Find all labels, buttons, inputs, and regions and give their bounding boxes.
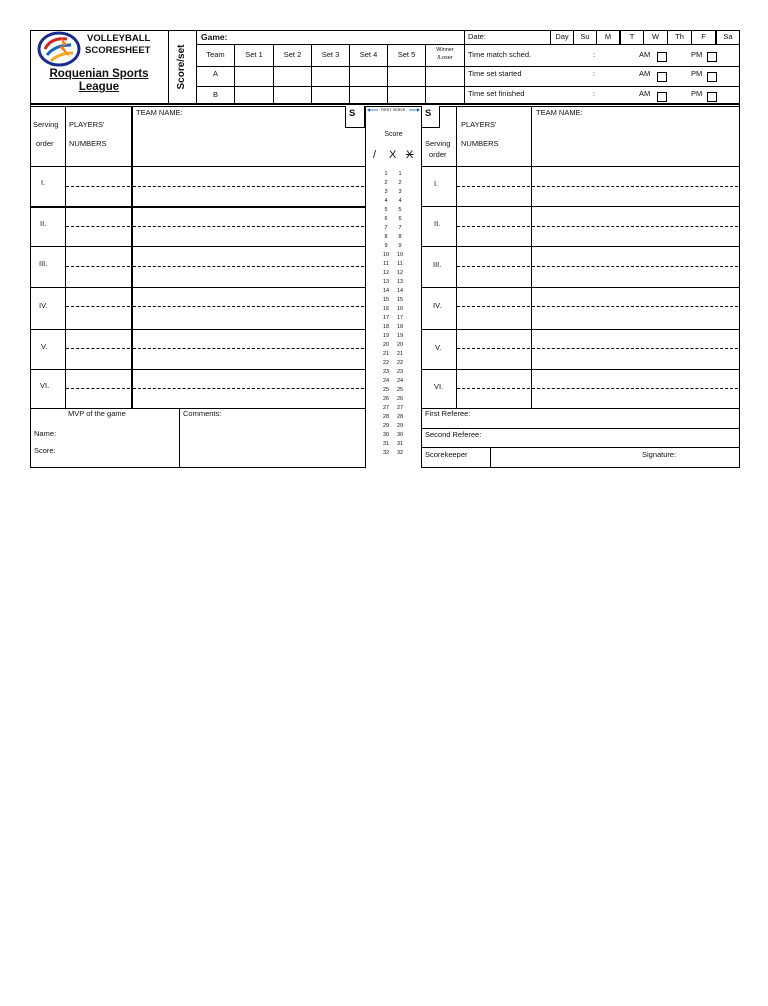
league-name-line2: League: [78, 81, 120, 93]
team-b-label: B: [213, 90, 219, 99]
score-number-left[interactable]: 7: [384, 225, 388, 231]
score-number-left[interactable]: 9: [384, 243, 388, 249]
score-set-label: Score/set: [176, 44, 187, 90]
title-line2: SCORESHEET: [85, 45, 151, 56]
score-row: [366, 441, 420, 448]
mark-x: X: [389, 149, 397, 161]
score-row: [366, 261, 420, 268]
score-number-right[interactable]: 27: [396, 405, 404, 411]
score-number-left[interactable]: 29: [382, 423, 390, 429]
score-number-left[interactable]: 24: [382, 378, 390, 384]
score-number-right[interactable]: 29: [396, 423, 404, 429]
score-number-left[interactable]: 25: [382, 387, 390, 393]
player-number-line[interactable]: [66, 348, 130, 349]
time-colon: :: [593, 89, 596, 98]
row-label-right: V.: [435, 343, 442, 352]
serving-label: Serving: [33, 120, 59, 129]
col-team: Team: [206, 50, 225, 59]
score-number-left[interactable]: 2: [384, 180, 388, 186]
numbers-label: NUMBERS: [461, 139, 499, 148]
player-number-line[interactable]: [66, 266, 130, 267]
time-colon: :: [593, 69, 596, 78]
am-label: AM: [639, 69, 651, 78]
player-name-line[interactable]: [532, 348, 738, 349]
pm-checkbox[interactable]: [707, 92, 717, 102]
mark-slash: /: [373, 149, 377, 161]
score-row: [366, 306, 420, 313]
score-label: Score: [384, 131, 403, 138]
pm-checkbox[interactable]: [707, 72, 717, 82]
mvp-score-field[interactable]: [62, 444, 176, 457]
score-number-left[interactable]: 1: [384, 171, 388, 177]
score-number-right[interactable]: 30: [396, 432, 404, 438]
team-name-input-left[interactable]: [135, 118, 363, 164]
score-number-left[interactable]: 23: [382, 369, 390, 375]
score-number-right[interactable]: 20: [396, 342, 404, 348]
col-set3: Set 3: [321, 50, 340, 59]
score-number-right[interactable]: 14: [396, 288, 404, 294]
player-number-line[interactable]: [457, 186, 530, 187]
score-row: [366, 432, 420, 439]
score-row: [366, 369, 420, 376]
score-number-left[interactable]: 12: [382, 270, 390, 276]
day-su[interactable]: Su: [580, 32, 590, 41]
score-number-right[interactable]: 25: [396, 387, 404, 393]
score-row: [366, 207, 420, 214]
score-row: [366, 450, 420, 457]
score-number-left[interactable]: 15: [382, 297, 390, 303]
row-label-right: II.: [434, 219, 441, 228]
day-m[interactable]: M: [604, 32, 612, 41]
row-label-right: III.: [433, 260, 442, 269]
am-checkbox[interactable]: [657, 52, 667, 62]
team-a-label: A: [213, 69, 219, 78]
player-number-line[interactable]: [66, 226, 130, 227]
mvp-label: MVP of the game: [68, 409, 126, 418]
row-label-right: I.: [434, 179, 439, 188]
am-label: AM: [639, 89, 651, 98]
player-number-line[interactable]: [457, 266, 530, 267]
score-number-right[interactable]: 16: [396, 306, 404, 312]
players-label: PLAYERS': [461, 120, 497, 129]
score-row: [366, 288, 420, 295]
col-set4: Set 4: [359, 50, 378, 59]
player-name-line[interactable]: [532, 226, 738, 227]
score-row: [366, 225, 420, 232]
order-label: order: [36, 139, 54, 148]
score-number-right[interactable]: 12: [396, 270, 404, 276]
score-number-right[interactable]: 2: [398, 180, 402, 186]
score-number-left[interactable]: 13: [382, 279, 390, 285]
row-label-left: IV.: [39, 301, 48, 310]
row-label-left: III.: [39, 259, 48, 268]
score-number-right[interactable]: 15: [396, 297, 404, 303]
date-label: Date:: [468, 32, 486, 41]
score-row: [366, 243, 420, 250]
score-row: [366, 216, 420, 223]
score-number-left[interactable]: 3: [384, 189, 388, 195]
row-label-left: V.: [41, 342, 48, 351]
pm-label: PM: [691, 89, 703, 98]
second-referee-label: Second Referee:: [425, 430, 482, 439]
score-number-right[interactable]: 18: [396, 324, 404, 330]
score-number-left[interactable]: 18: [382, 324, 390, 330]
score-row: [366, 234, 420, 241]
team-name-label-left: TEAM NAME:: [136, 108, 183, 117]
score-row: [366, 396, 420, 403]
time-sched-label: Time match sched.: [468, 50, 532, 59]
col-set2: Set 2: [283, 50, 302, 59]
score-number-right[interactable]: 13: [396, 279, 404, 285]
scorekeeper-label: Scorekeeper: [425, 450, 468, 459]
score-number-right[interactable]: 5: [398, 207, 402, 213]
score-number-right[interactable]: 28: [396, 414, 404, 420]
score-number-right[interactable]: 7: [398, 225, 402, 231]
score-number-right[interactable]: 32: [396, 450, 404, 456]
numbers-label: NUMBERS: [69, 139, 107, 148]
player-number-line[interactable]: [457, 388, 530, 389]
col-loser: /Loser: [437, 55, 453, 61]
score-row: [366, 414, 420, 421]
score-number-right[interactable]: 31: [396, 441, 404, 447]
day-sa[interactable]: Sa: [723, 32, 733, 41]
score-row: [366, 189, 420, 196]
score-number-left[interactable]: 5: [384, 207, 388, 213]
time-started-label: Time set started: [468, 69, 522, 78]
score-row: [366, 279, 420, 286]
score-row: [366, 315, 420, 322]
score-number-left[interactable]: 4: [384, 198, 388, 204]
mvp-score-label: Score:: [34, 446, 56, 455]
comments-label: Comments:: [183, 409, 222, 418]
day-w[interactable]: W: [651, 32, 660, 41]
player-number-line[interactable]: [66, 388, 130, 389]
time-colon: :: [593, 50, 596, 59]
score-row: [366, 180, 420, 187]
pm-label: PM: [691, 69, 703, 78]
score-number-left[interactable]: 21: [382, 351, 390, 357]
score-row: [366, 198, 420, 205]
score-row: [366, 333, 420, 340]
player-name-line[interactable]: [532, 306, 738, 307]
player-name-line[interactable]: [133, 348, 364, 349]
day-t[interactable]: T: [629, 32, 635, 41]
score-number-right[interactable]: 4: [398, 198, 402, 204]
order-label: order: [429, 150, 447, 159]
time-finished-label: Time set finished: [468, 89, 525, 98]
score-row: [366, 252, 420, 259]
team-name-input-right[interactable]: [535, 118, 737, 164]
score-row: [366, 351, 420, 358]
score-number-right[interactable]: 23: [396, 369, 404, 375]
title-line1: VOLLEYBALL: [87, 33, 151, 44]
score-row: [366, 342, 420, 349]
score-number-right[interactable]: 9: [398, 243, 402, 249]
score-number-left[interactable]: 19: [382, 333, 390, 339]
signature-label: Signature:: [642, 450, 677, 459]
player-number-line[interactable]: [457, 306, 530, 307]
score-number-left[interactable]: 14: [382, 288, 390, 294]
score-number-left[interactable]: 26: [382, 396, 390, 402]
team-name-label-right: TEAM NAME:: [536, 108, 583, 117]
score-row: [366, 387, 420, 394]
score-row: [366, 360, 420, 367]
score-row: [366, 378, 420, 385]
score-number-right[interactable]: 24: [396, 378, 404, 384]
col-set1: Set 1: [245, 50, 263, 59]
mark-x-struck: X: [406, 149, 414, 161]
player-number-line[interactable]: [66, 306, 130, 307]
score-number-left[interactable]: 17: [382, 315, 390, 321]
mvp-name-label: Name:: [34, 429, 57, 438]
score-number-right[interactable]: 3: [398, 189, 402, 195]
score-number-left[interactable]: 10: [382, 252, 390, 258]
player-name-line[interactable]: [532, 388, 738, 389]
score-number-right[interactable]: 1: [398, 171, 402, 177]
score-number-left[interactable]: 22: [382, 360, 390, 366]
score-number-left[interactable]: 31: [382, 441, 390, 447]
row-label-left: VI.: [40, 381, 50, 390]
player-number-line[interactable]: [457, 226, 530, 227]
comments-field[interactable]: [183, 419, 363, 465]
player-name-line[interactable]: [133, 388, 364, 389]
score-number-left[interactable]: 30: [382, 432, 390, 438]
score-row: [366, 405, 420, 412]
score-number-right[interactable]: 11: [397, 261, 403, 267]
score-row: [366, 171, 420, 178]
players-label: PLAYERS': [69, 120, 105, 129]
league-logo: [37, 31, 81, 67]
score-number-left[interactable]: 8: [384, 234, 388, 240]
score-number-left[interactable]: 20: [382, 342, 390, 348]
day-f[interactable]: F: [701, 32, 706, 41]
day-th[interactable]: Th: [675, 32, 684, 41]
score-number-right[interactable]: 6: [398, 216, 402, 222]
col-winner: Winner: [436, 47, 454, 53]
score-number-left[interactable]: 27: [382, 405, 390, 411]
score-number-right[interactable]: 19: [396, 333, 404, 339]
mvp-name-field[interactable]: [62, 427, 176, 440]
score-number-left[interactable]: 11: [383, 261, 389, 267]
day-label: Day: [555, 32, 569, 41]
player-name-line[interactable]: [133, 306, 364, 307]
pm-checkbox[interactable]: [707, 52, 717, 62]
player-name-line[interactable]: [133, 186, 364, 187]
player-name-line[interactable]: [532, 186, 738, 187]
score-number-right[interactable]: 26: [396, 396, 404, 402]
score-number-left[interactable]: 6: [384, 216, 388, 222]
player-name-line[interactable]: [133, 226, 364, 227]
player-number-line[interactable]: [457, 348, 530, 349]
serve-right-label: S: [425, 108, 432, 119]
serve-left-label: S: [349, 108, 356, 119]
league-name-line1: Roquenian Sports: [49, 68, 149, 80]
row-label-right: IV.: [433, 301, 442, 310]
score-number-right[interactable]: 22: [396, 360, 404, 366]
score-number-left[interactable]: 16: [382, 306, 390, 312]
score-row: [366, 270, 420, 277]
row-label-left: I.: [41, 178, 46, 187]
pm-label: PM: [691, 50, 703, 59]
score-row: [366, 423, 420, 430]
player-name-line[interactable]: [532, 266, 738, 267]
game-label: Game:: [201, 32, 228, 42]
am-checkbox[interactable]: [657, 72, 667, 82]
score-number-left[interactable]: 28: [382, 414, 390, 420]
row-label-left: II.: [40, 219, 47, 228]
score-number-left[interactable]: 32: [382, 450, 390, 456]
serving-label: Serving: [425, 139, 451, 148]
am-checkbox[interactable]: [657, 92, 667, 102]
col-set5: Set 5: [397, 50, 416, 59]
player-number-line[interactable]: [66, 186, 130, 187]
row-label-right: VI.: [434, 382, 444, 391]
score-number-right[interactable]: 8: [398, 234, 402, 240]
score-number-right[interactable]: 10: [396, 252, 404, 258]
score-row: [366, 297, 420, 304]
score-number-right[interactable]: 17: [396, 315, 404, 321]
score-row: [366, 324, 420, 331]
first-referee-label: First Referee:: [425, 409, 471, 418]
am-label: AM: [639, 50, 651, 59]
score-number-right[interactable]: 21: [396, 351, 404, 357]
first-serve-label: FIRST SERVE: [380, 108, 406, 112]
player-name-line[interactable]: [133, 266, 364, 267]
